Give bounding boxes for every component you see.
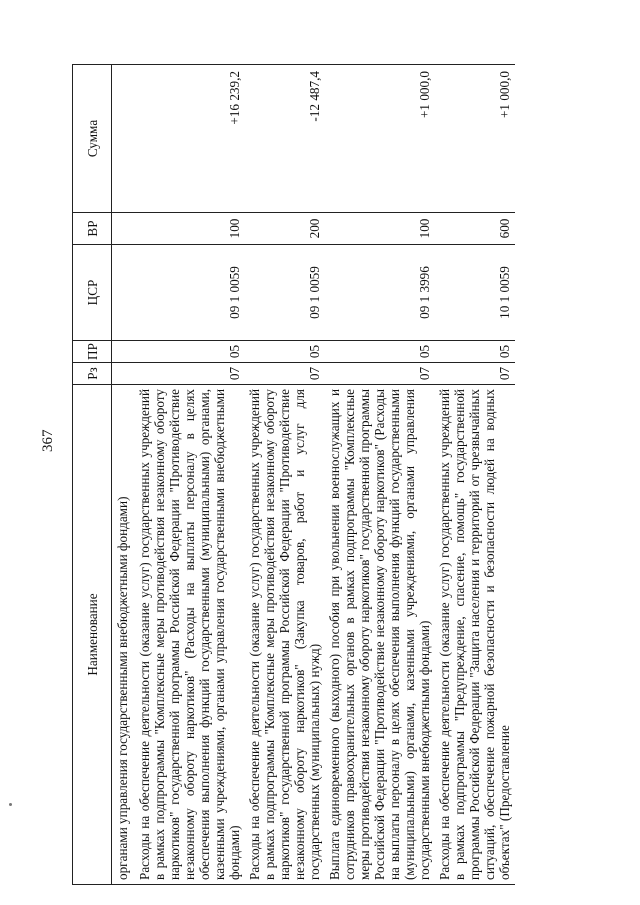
- header-sum: Сумма: [73, 65, 112, 213]
- row-sum: -12 487,4: [245, 65, 325, 213]
- row-sum: +1 000,0: [325, 65, 435, 213]
- row-pr: 05: [435, 341, 515, 363]
- table-row: [435, 65, 515, 885]
- row-csr: 09 1 0059: [135, 245, 245, 341]
- row-csr: 10 1 0059: [435, 245, 515, 341]
- row-rz: 07: [435, 363, 515, 385]
- header-vr: ВР: [73, 213, 112, 245]
- budget-table: [72, 64, 515, 885]
- row-rz: 07: [135, 363, 245, 385]
- header-rz: Рз: [73, 363, 112, 385]
- row-vr: 100: [325, 213, 435, 245]
- row-sum: +16 239,2: [135, 65, 245, 213]
- page-number: 367: [40, 429, 56, 452]
- row-name: Расходы на обеспечение деятельности (оказание услуг) государственных учреждений в рамках подпрограммы "Комплексные меры противодействия незаконному обороту наркотиков" государственной программы Российской Федерации "Противодействие незаконному обороту наркотиков" (Закупка товаров, работ и услуг для государственных (муниципальных) нужд): [245, 385, 325, 885]
- row-pr: 05: [325, 341, 435, 363]
- scan-speck: [9, 803, 12, 806]
- row-name: Расходы на обеспечение деятельности (оказание услуг) государственных учреждений в рамках подпрограммы "Предупреждение, спасение, помощь" государственной программы Российской Федерации "Защита населения и территорий от чрезвычайных ситуаций, обеспечение пожарной безопасности и безопасности людей на водных объектах" (Предоставление: [435, 385, 515, 885]
- header-pr: ПР: [73, 341, 112, 363]
- header-csr: ЦСР: [73, 245, 112, 341]
- row-name: Расходы на обеспечение деятельности (оказание услуг) государственных учреждений в рамках подпрограммы "Комплексные меры противодействия незаконному обороту наркотиков" государственной программы Российской Федерации "Противодействие незаконному обороту наркотиков" (Расходы на выплаты персоналу в целях обеспечения выполнения функций государственными (муниципальными) органами, казенными учреждениями, органами управления государственными внебюджетными фондами): [135, 385, 245, 885]
- row-pr: 05: [245, 341, 325, 363]
- row-rz: 07: [245, 363, 325, 385]
- row-vr: 100: [135, 213, 245, 245]
- row-vr: 200: [245, 213, 325, 245]
- rotated-page: [72, 65, 622, 885]
- table-row: [325, 65, 435, 885]
- row-csr: 09 1 3996: [325, 245, 435, 341]
- row-rz: 07: [325, 363, 435, 385]
- header-name: Наименование: [73, 385, 112, 885]
- table-row: [135, 65, 245, 885]
- row-pr: 05: [135, 341, 245, 363]
- row-sum: +1 000,0: [435, 65, 515, 213]
- header-row: [73, 65, 112, 885]
- row-name: Выплата единовременного (выходного) пособия при увольнении военнослужащих и сотрудников правоохранительных органов в рамках подпрограммы "Комплексные меры противодействия незаконному обороту наркотиков" государственной программы Российской Федерации "Противодействие незаконному обороту наркотиков" (Расходы на выплаты персоналу в целях обеспечения выполнения функций государственными (муниципальными) органами, казенными учреждениями, органами управления государственными внебюджетными фондами): [325, 385, 435, 885]
- continuation-row: [112, 65, 136, 885]
- table-row: [245, 65, 325, 885]
- continuation-text: органами управления государственными внебюджетными фондами): [112, 385, 136, 885]
- row-csr: 09 1 0059: [245, 245, 325, 341]
- row-vr: 600: [435, 213, 515, 245]
